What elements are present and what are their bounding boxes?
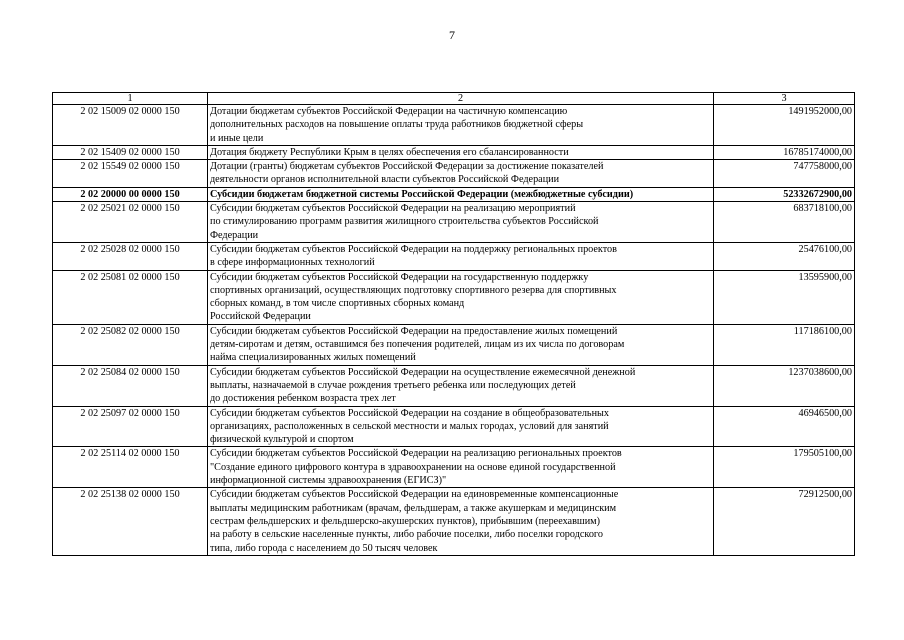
- table-row: [53, 145, 855, 159]
- revenue-name-line: Субсидии бюджетам бюджетной системы Российской Федерации (межбюджетные субсидии): [210, 188, 634, 200]
- budget-code-cell: 2 02 15009 02 0000 150: [53, 105, 208, 146]
- revenue-name-line: и иные цели: [210, 132, 264, 144]
- revenue-name-line: Дотации бюджетам субъектов Российской Федерации на частичную компенсацию: [210, 106, 568, 117]
- revenue-name-line: спортивных организаций, осуществляющих подготовку спортивного резерва для спортивных: [210, 284, 617, 296]
- revenue-name-line: выплаты медицинским работникам (врачам, фельдшерам, а также акушеркам и медицинским: [210, 502, 617, 514]
- revenue-name-line: Субсидии бюджетам субъектов Российской Федерации на поддержку региональных проектов: [210, 243, 617, 255]
- amount-cell: 46946500,00: [714, 406, 855, 447]
- revenue-name-cell: [208, 365, 714, 406]
- revenue-name-cell: [208, 145, 714, 159]
- revenue-name-line: типа, либо города с населением до 50 тысяч человек: [210, 542, 438, 554]
- amount-cell: 16785174000,00: [714, 145, 855, 159]
- revenue-name-line: на работу в сельские населенные пункты, либо рабочие поселки, либо поселки городского: [210, 529, 603, 541]
- revenue-name-line: Субсидии бюджетам субъектов Российской Федерации на реализацию мероприятий: [210, 203, 576, 215]
- amount-cell: 747758000,00: [714, 160, 855, 188]
- revenue-name-line: до достижения ребенком возраста трех лет: [210, 393, 396, 405]
- amount-cell: 179505100,00: [714, 447, 855, 488]
- table-row: [53, 202, 855, 243]
- revenue-name-cell: [208, 160, 714, 188]
- revenue-name-line: дополнительных расходов на повышение оплаты труда работников бюджетной сферы: [210, 119, 584, 131]
- revenue-name-line: выплаты, назначаемой в случае рождения третьего ребенка или последующих детей: [210, 379, 576, 391]
- revenue-name-line: Российской Федерации: [210, 311, 311, 323]
- table-row: [53, 242, 855, 270]
- budget-code-cell: 2 02 25028 02 0000 150: [53, 242, 208, 270]
- revenue-name-line: Субсидии бюджетам субъектов Российской Федерации на единовременные компенсационные: [210, 489, 619, 501]
- budget-code-cell: 2 02 25138 02 0000 150: [53, 488, 208, 555]
- revenue-name-cell: [208, 187, 714, 201]
- revenue-name-cell: [208, 242, 714, 270]
- revenue-name-cell: [208, 202, 714, 243]
- budget-code-cell: 2 02 25097 02 0000 150: [53, 406, 208, 447]
- revenue-name-line: Субсидии бюджетам субъектов Российской Федерации на государственную поддержку: [210, 271, 589, 283]
- column-header-1: 1: [53, 93, 208, 105]
- column-header-3: 3: [714, 93, 855, 105]
- revenue-name-cell: [208, 447, 714, 488]
- table-row: [53, 105, 855, 146]
- revenue-name-line: физической культурой и спортом: [210, 434, 354, 446]
- revenue-name-line: найма специализированных жилых помещений: [210, 352, 416, 364]
- table-row: [53, 187, 855, 201]
- amount-cell: 25476100,00: [714, 242, 855, 270]
- table-row: [53, 324, 855, 365]
- revenue-name-cell: [208, 105, 714, 146]
- revenue-name-line: детям-сиротам и детям, оставшимся без попечения родителей, лицам из их числа по договорам: [210, 339, 625, 351]
- amount-cell: 683718100,00: [714, 202, 855, 243]
- table-row: [53, 160, 855, 188]
- revenue-name-line: Дотации (гранты) бюджетам субъектов Российской Федерации за достижение показателей: [210, 161, 604, 173]
- budget-code-cell: 2 02 15409 02 0000 150: [53, 145, 208, 159]
- table-row: [53, 270, 855, 324]
- revenue-name-line: деятельности органов исполнительной власти субъектов Российской Федерации: [210, 174, 560, 186]
- revenue-name-line: организациях, расположенных в сельской местности и малых городах, условий для занятий: [210, 420, 609, 432]
- revenue-name-line: Федерации: [210, 229, 259, 241]
- revenue-name-cell: [208, 324, 714, 365]
- revenue-name-line: информационной системы здравоохранения (ЕГИСЗ)": [210, 475, 447, 487]
- revenue-name-cell: [208, 270, 714, 324]
- table-row: [53, 488, 855, 555]
- budget-code-cell: 2 02 25082 02 0000 150: [53, 324, 208, 365]
- revenue-name-line: в сфере информационных технологий: [210, 257, 375, 269]
- budget-code-cell: 2 02 25081 02 0000 150: [53, 270, 208, 324]
- amount-cell: 1237038600,00: [714, 365, 855, 406]
- revenue-name-line: сестрам фельдшерских и фельдшерско-акушерских пунктов), прибывшим (переехавшим): [210, 515, 601, 527]
- revenue-name-cell: [208, 406, 714, 447]
- budget-code-cell: 2 02 25084 02 0000 150: [53, 365, 208, 406]
- table-row: [53, 406, 855, 447]
- revenue-name-cell: [208, 488, 714, 555]
- budget-code-cell: 2 02 25021 02 0000 150: [53, 202, 208, 243]
- amount-cell: 52332672900,00: [714, 187, 855, 201]
- page-number: 7: [449, 28, 455, 42]
- budget-code-cell: 2 02 20000 00 0000 150: [53, 187, 208, 201]
- revenue-name-line: "Создание единого цифрового контура в здравоохранении на основе единой государственной: [210, 461, 616, 473]
- table-header-row: [53, 93, 855, 105]
- revenue-name-line: сборных команд, в том числе спортивных сборных команд: [210, 298, 465, 310]
- revenue-name-line: Субсидии бюджетам субъектов Российской Федерации на предоставление жилых помещений: [210, 325, 618, 337]
- amount-cell: 1491952000,00: [714, 105, 855, 146]
- budget-table: [52, 92, 855, 556]
- column-header-2: 2: [208, 93, 714, 105]
- amount-cell: 13595900,00: [714, 270, 855, 324]
- budget-code-cell: 2 02 15549 02 0000 150: [53, 160, 208, 188]
- amount-cell: 117186100,00: [714, 324, 855, 365]
- table-row: [53, 447, 855, 488]
- revenue-name-line: по стимулированию программ развития жилищного строительства субъектов Российской: [210, 216, 599, 228]
- revenue-name-line: Субсидии бюджетам субъектов Российской Федерации на создание в общеобразовательных: [210, 407, 609, 419]
- table-row: [53, 365, 855, 406]
- revenue-name-line: Субсидии бюджетам субъектов Российской Федерации на реализацию региональных проектов: [210, 448, 622, 460]
- revenue-name-line: Дотация бюджету Республики Крым в целях обеспечения его сбалансированности: [210, 146, 569, 158]
- budget-code-cell: 2 02 25114 02 0000 150: [53, 447, 208, 488]
- amount-cell: 72912500,00: [714, 488, 855, 555]
- revenue-name-line: Субсидии бюджетам субъектов Российской Федерации на осуществление ежемесячной денежной: [210, 366, 636, 378]
